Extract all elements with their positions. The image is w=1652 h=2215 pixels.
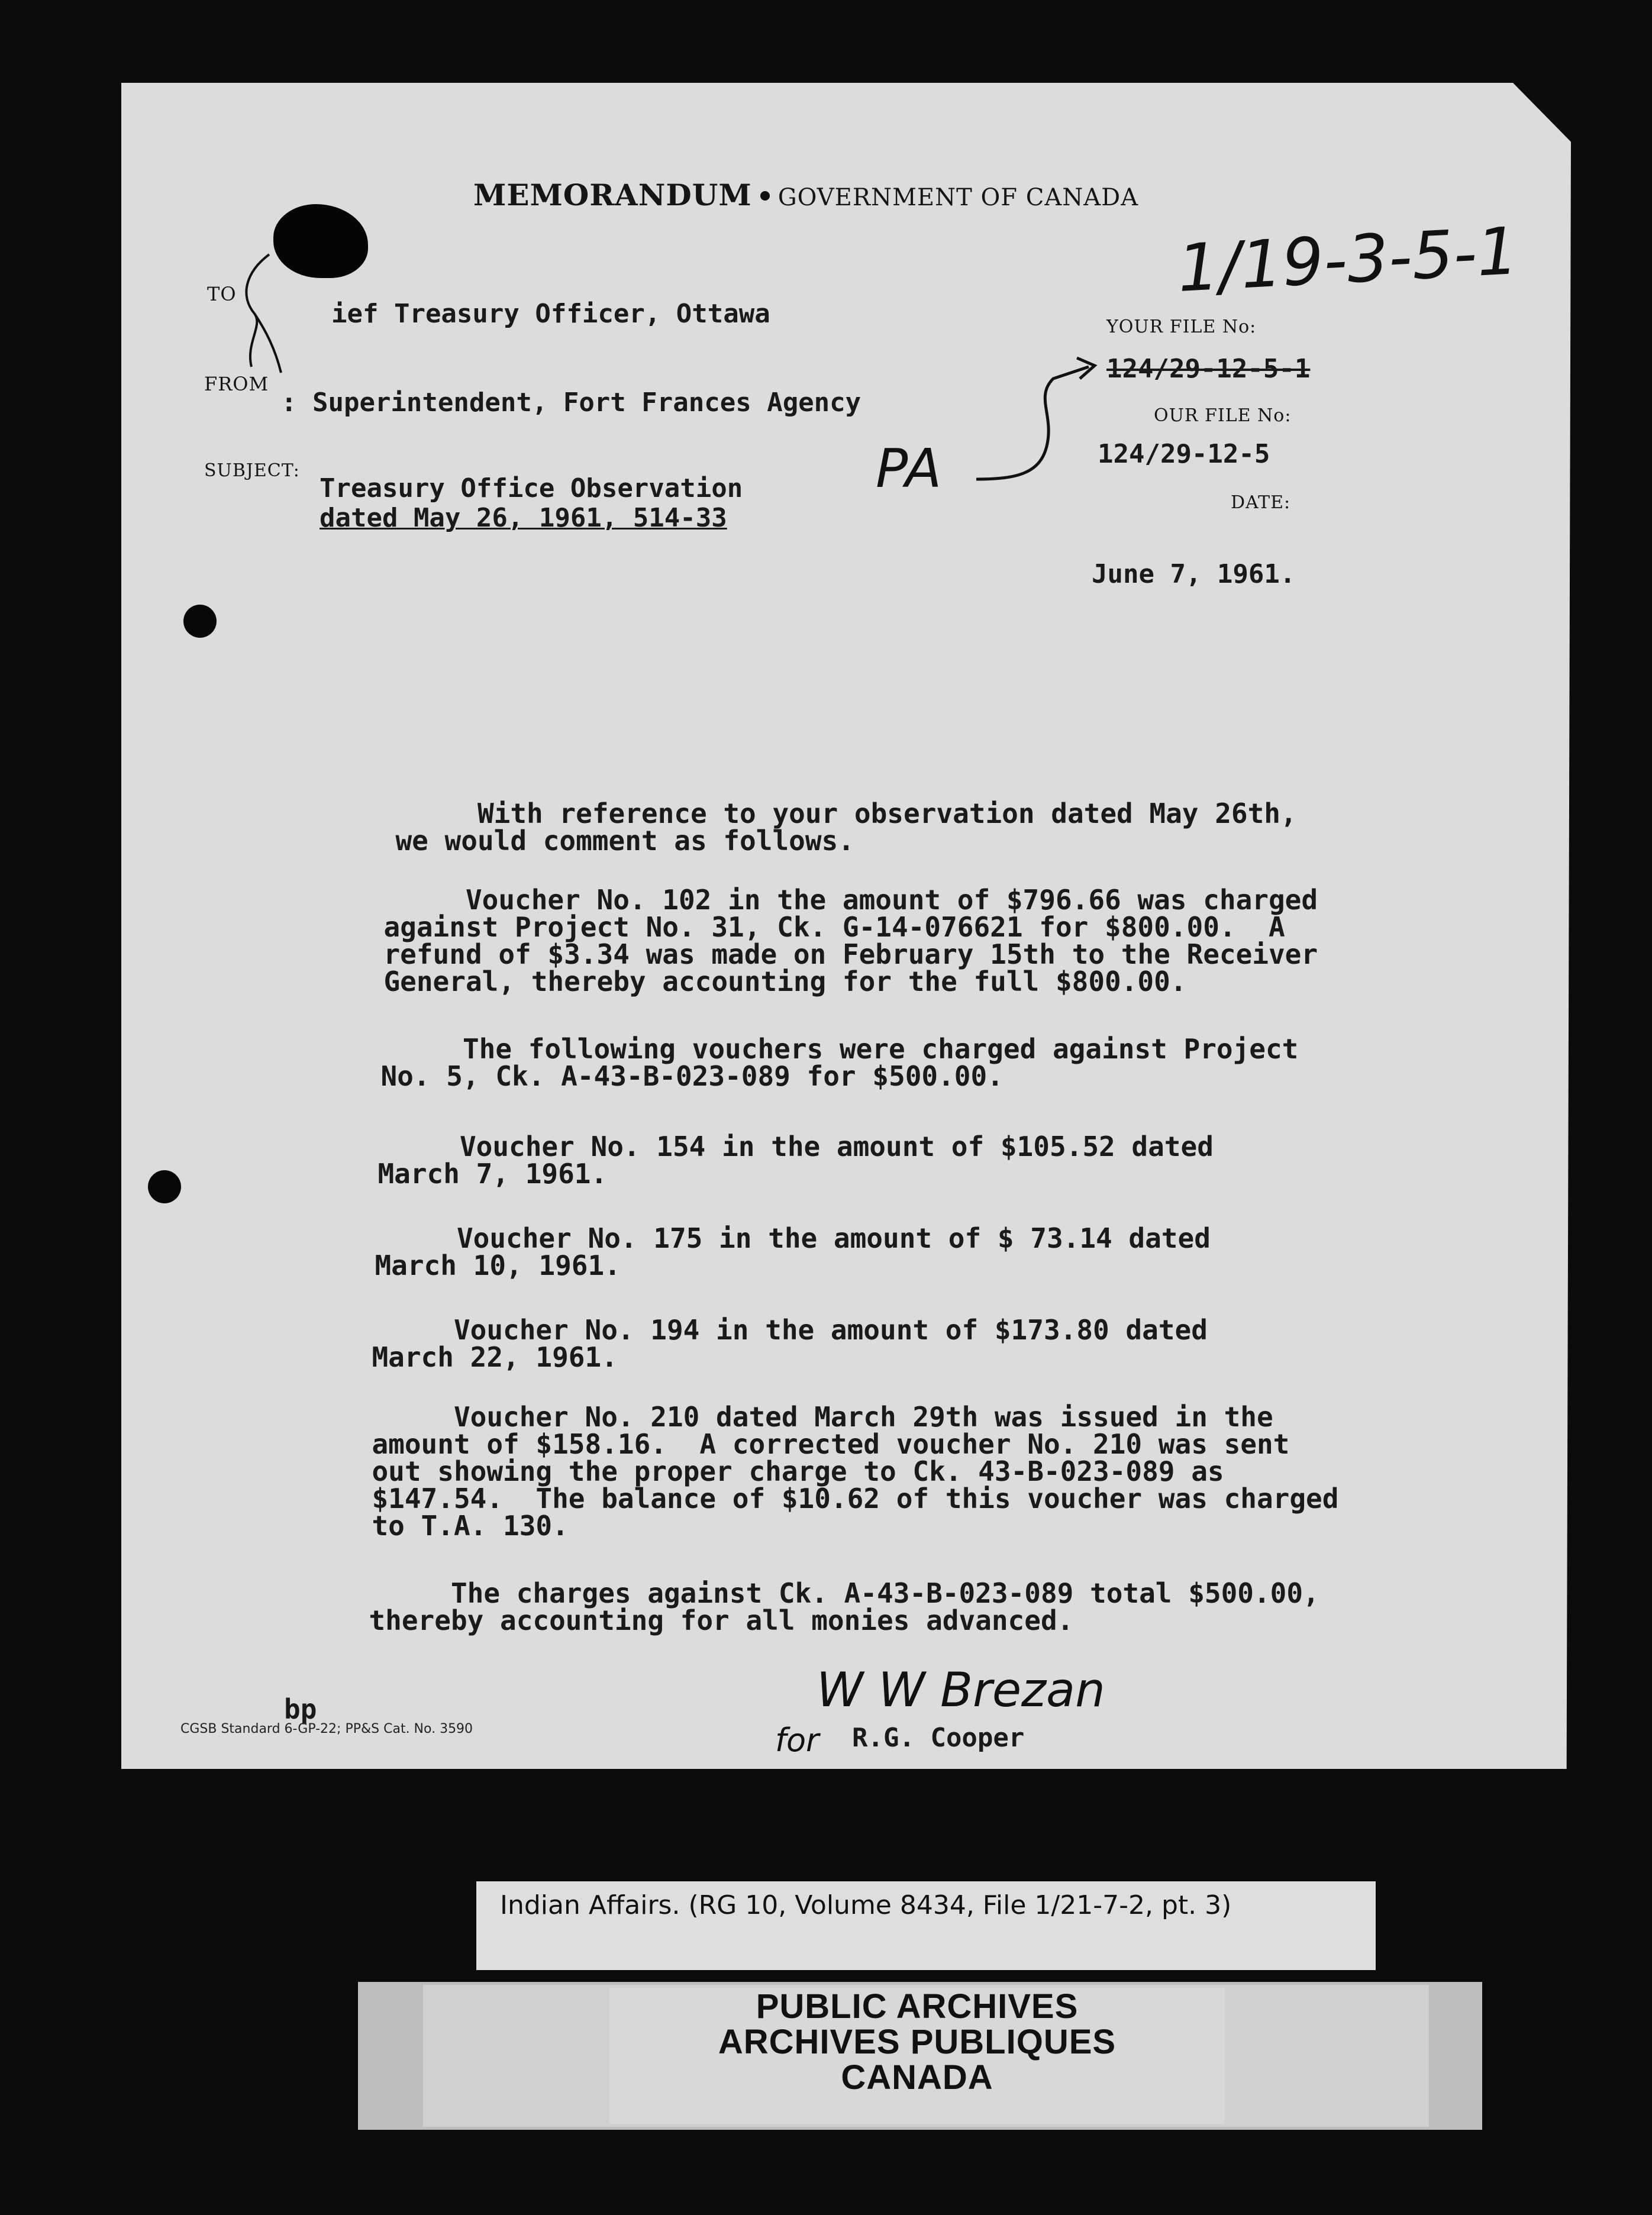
body-paragraph-2: Voucher No. 102 in the amount of $796.66 was charged against Project No. 31, Ck. G-14-076621 for $800.00. A refund of $3.34 was made on February 15th to the Receiver General, thereby accounting for the full $800.00. [383,884,1318,997]
date-value: June 7, 1961. [1092,559,1296,589]
memo-title: MEMORANDUM [473,177,752,212]
handwritten-signature: W W Brezan [817,1662,1105,1717]
signatory-name: R.G. Cooper [852,1723,1025,1753]
stamp-line-1: PUBLIC ARCHIVES [756,1987,1079,2026]
redaction-squiggle-icon [234,248,287,379]
subject-line-1: Treasury Office Observation [320,473,743,503]
subject-label: SUBJECT: [204,460,300,481]
to-value: ief Treasury Officer, Ottawa [331,299,770,329]
from-value: : Superintendent, Fort Frances Agency [281,388,862,418]
body-paragraph-5: Voucher No. 175 in the amount of $ 73.14 dated March 10, 1961. [375,1222,1211,1281]
body-paragraph-7: Voucher No. 210 dated March 29th was issued in the amount of $158.16. A corrected voucher No. 210 was sent out showing the proper charge to Ck. 43-B-023-089 as $147.54. The balance of $10.62 of this voucher was charged to T.A. 130. [372,1401,1339,1542]
handwritten-initials: PA [876,438,942,500]
bullet-dot-icon [760,191,770,201]
to-label: TO [207,283,237,305]
body-paragraph-8: The charges against Ck. A-43-B-023-089 total $500.00, thereby accounting for all monies advanced. [369,1577,1319,1636]
body-paragraph-4: Voucher No. 154 in the amount of $105.52 dated March 7, 1961. [377,1131,1214,1190]
handwritten-arrow-icon [970,355,1106,491]
handwritten-file-number: 1/19-3-5-1 [1176,213,1521,306]
signature-for-prefix: for [775,1722,819,1759]
form-note: CGSB Standard 6-GP-22; PP&S Cat. No. 3590 [180,1722,473,1736]
memo-header [473,177,1138,212]
body-paragraph-1: With reference to your observation dated May 26th, we would comment as follows. [395,797,1297,857]
stamp-line-2: ARCHIVES PUBLIQUES [718,2023,1117,2061]
date-label: DATE: [1231,492,1291,513]
punch-hole-top [183,605,217,638]
your-file-value: 124/29-12-5-1 [1106,354,1311,384]
memo-subtitle: GOVERNMENT OF CANADA [777,184,1139,211]
subject-line-2: dated May 26, 1961, 514-33 [320,503,727,533]
our-file-value: 124/29-12-5 [1098,439,1270,469]
stamp-line-3: CANADA [841,2058,993,2097]
body-paragraph-3: The following vouchers were charged against Project No. 5, Ck. A-43-B-023-089 for $500.00. [380,1033,1299,1092]
your-file-label: YOUR FILE No: [1106,317,1257,337]
punch-hole-bottom [148,1170,181,1203]
body-paragraph-6: Voucher No. 194 in the amount of $173.80 dated March 22, 1961. [372,1314,1208,1373]
our-file-label: OUR FILE No: [1154,405,1292,426]
from-label: FROM [204,373,269,395]
archive-reference-text: Indian Affairs. (RG 10, Volume 8434, File 1/21-7-2, pt. 3) [500,1890,1232,1920]
typist-initials: bp [284,1693,317,1725]
